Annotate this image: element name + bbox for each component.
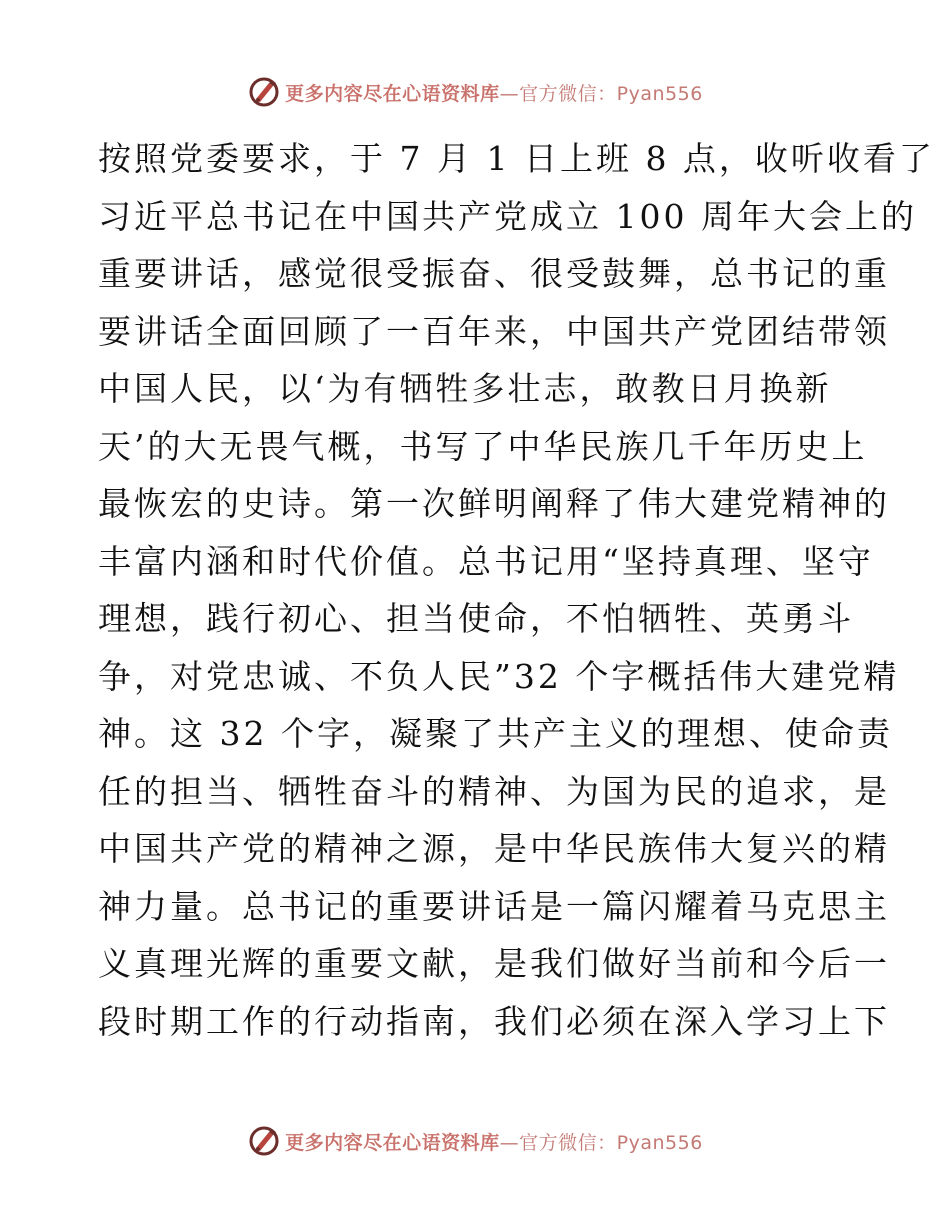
footer-banner: [0, 1121, 950, 1161]
text-line-8: 丰富内涵和时代价值。总书记用“坚持真理、坚守: [98, 541, 874, 581]
banner-text: [285, 1128, 703, 1155]
banner-dash: —: [499, 82, 520, 105]
text-line-13: 中国共产党的精神之源，是中华民族伟大复兴的精: [98, 829, 890, 868]
document-body: [98, 130, 935, 1050]
text-line-14: 神力量。总书记的重要讲话是一篇闪耀着马克思主: [98, 886, 890, 926]
banner-dash: —: [499, 1131, 520, 1154]
text-line-5: 中国人民，以‘为有牺牲多壮志，敢教日月换新: [98, 369, 832, 408]
text-line-3: 重要讲话，感觉很受振奋、很受鼓舞，总书记的重: [98, 254, 890, 293]
logo-icon: [247, 75, 281, 109]
text-line-7: 最恢宏的史诗。第一次鲜明阐释了伟大建党精神的: [98, 484, 890, 523]
banner-title: 更多内容尽在心语资料库: [285, 82, 500, 105]
text-line-9: 理想，践行初心、担当使命，不怕牺牲、英勇斗: [98, 599, 854, 638]
banner-text: [285, 79, 703, 106]
text-line-2: 习近平总书记在中国共产党成立 100 周年大会上的: [98, 196, 917, 236]
text-line-4: 要讲话全面回顾了一百年来，中国共产党团结带领: [98, 311, 890, 351]
text-line-15: 义真理光辉的重要文献，是我们做好当前和今后一: [98, 944, 890, 983]
banner-wechat: 官方微信：Pyan556: [519, 1131, 703, 1154]
banner-title: 更多内容尽在心语资料库: [285, 1131, 500, 1154]
text-line-16: 段时期工作的行动指南，我们必须在深入学习上下: [98, 1001, 890, 1041]
text-line-11: 神。这 32 个字，凝聚了共产主义的理想、使命责: [98, 714, 893, 753]
text-line-10: 争，对党忠诚、不负人民”32 个字概括伟大建党精: [98, 656, 900, 696]
banner-wechat: 官方微信：Pyan556: [519, 82, 703, 105]
text-line-6: 天’的大无畏气概，书写了中华民族几千年历史上: [98, 426, 868, 466]
text-line-12: 任的担当、牺牲奋斗的精神、为国为民的追求，是: [98, 771, 890, 811]
text-line-1: 按照党委要求，于 7 月 1 日上班 8 点，收听收看了: [98, 139, 935, 178]
logo-icon: [247, 1124, 281, 1158]
header-banner: [0, 72, 950, 112]
